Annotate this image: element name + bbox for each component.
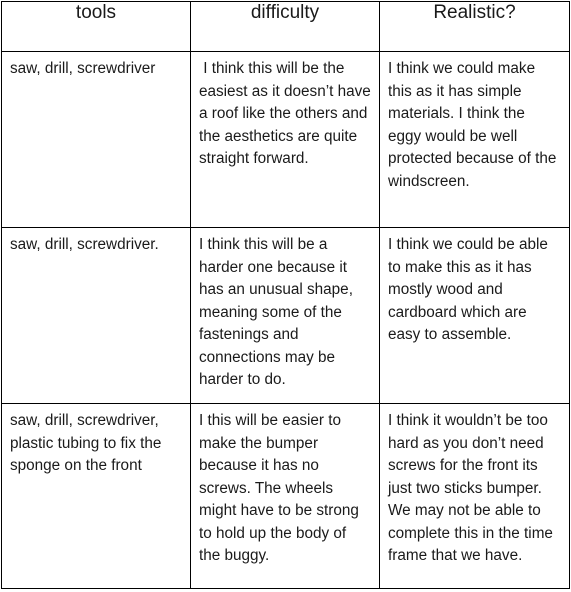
difficulty-text: I this will be easier to make the bumper because it has no screws. The wheels might have to be strong to hold up the body of the buggy. xyxy=(199,412,359,564)
table-row xyxy=(2,404,570,589)
difficulty-text: I think this will be the easiest as it doesn’t have a roof like the others and the aesthetics are quite straight forward. xyxy=(199,60,376,167)
tools-cell xyxy=(2,228,191,404)
realistic-text: I think it wouldn’t be too hard as you don’t need screws for the front its just two sticks bumper. We may not be able to complete this in the time frame that we have. xyxy=(388,412,553,564)
tools-cell xyxy=(2,404,191,589)
header-difficulty: difficulty xyxy=(191,2,380,52)
realistic-text: I think we could be able to make this as it has mostly wood and cardboard which are easy to assemble. xyxy=(388,236,548,343)
realistic-cell xyxy=(380,228,570,404)
tools-text: saw, drill, screwdriver, plastic tubing to fix the sponge on the front xyxy=(10,412,162,474)
difficulty-cell xyxy=(191,52,380,228)
table-row xyxy=(2,228,570,404)
tools-cell xyxy=(2,52,191,228)
realistic-cell xyxy=(380,52,570,228)
header-row xyxy=(2,2,570,52)
tools-text: saw, drill, screwdriver. xyxy=(10,236,159,253)
realistic-text: I think we could make this as it has simple materials. I think the eggy would be well protected because of the windscreen. xyxy=(388,60,557,190)
difficulty-cell xyxy=(191,404,380,589)
difficulty-text: I think this will be a harder one because it has an unusual shape, meaning some of the fastenings and connections may be harder to do. xyxy=(199,236,353,388)
header-tools: tools xyxy=(2,2,191,52)
tools-text: saw, drill, screwdriver xyxy=(10,60,156,77)
evaluation-table xyxy=(1,1,570,589)
table-row xyxy=(2,52,570,228)
difficulty-cell xyxy=(191,228,380,404)
realistic-cell xyxy=(380,404,570,589)
header-realistic: Realistic? xyxy=(380,2,570,52)
